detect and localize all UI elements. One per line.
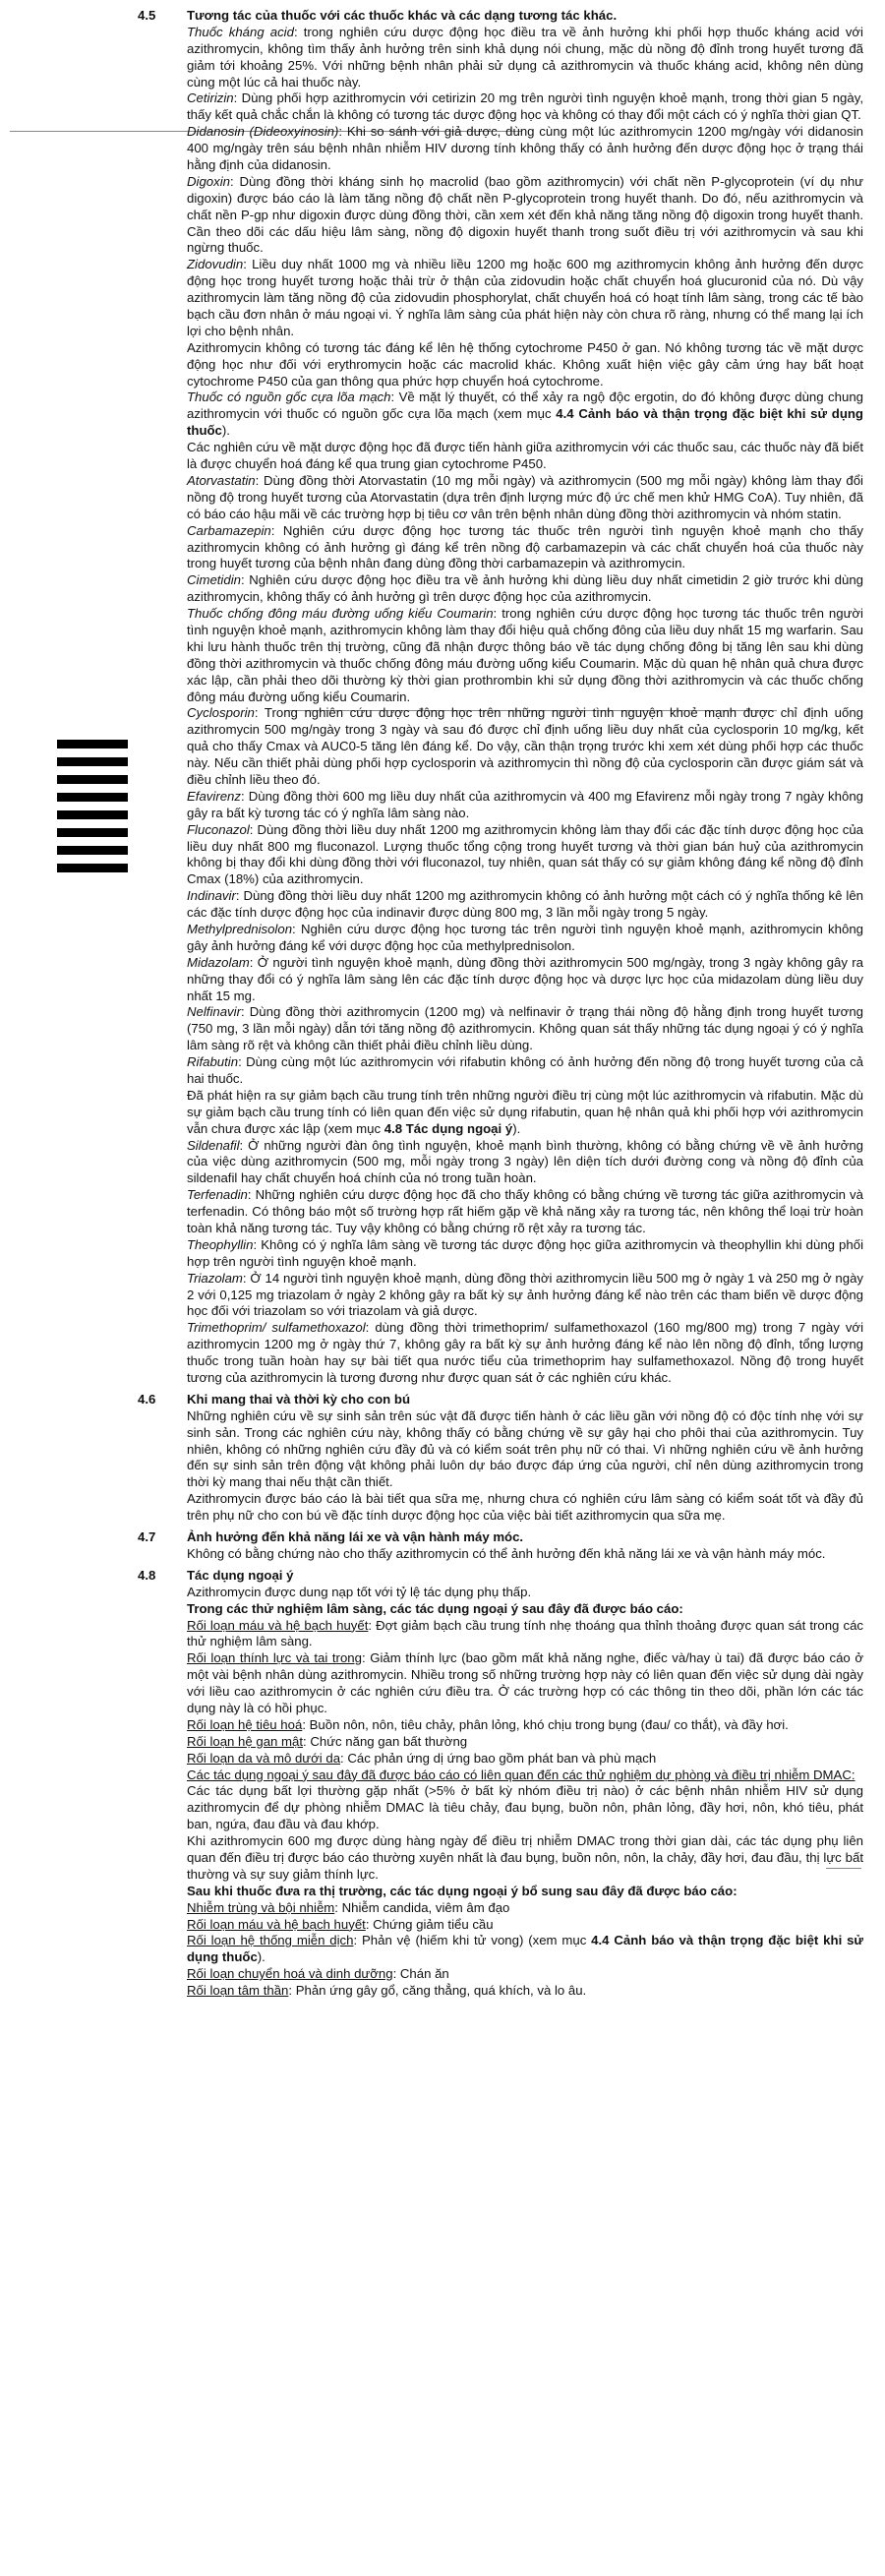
paragraph <box>187 1650 863 1717</box>
paragraph <box>187 523 863 573</box>
paragraph-text: : Ở những người đàn ông tình nguyện, khoẻ mạnh bình thường, không có bằng chứng về về ảnh hưởng của việc dùng azithromycin (500 mg, mỗi ngày trong 3 ngày) lên diện tích dưới đường cong và nồng độ đỉnh của sildenafil hay chất chuyển hoá chính của nó trong tuần hoàn. <box>187 1137 863 1186</box>
section-4-8 <box>138 1568 863 2000</box>
paragraph-text: : dùng đồng thời trimethoprim/ sulfamethoxazol (160 mg/800 mg) trong 7 ngày với azithromycin 1200 mg ở ngày thứ 7, không gây ra bất kỳ sự ảnh hưởng đáng kể nào lên nồng độ đỉnh, tổng lượng thuốc trong tuần hoàn hay sự bài tiết qua nước tiểu của trimethoprim hay sulfamethoxazol. Nồng độ trong huyết tương của azithromycin là tương đương như được quan sát ở các nghiên cứu khác. <box>187 1320 864 1386</box>
drug-name: Carbamazepin <box>187 522 271 538</box>
paragraph <box>187 822 863 889</box>
paragraph-text: : Chứng giảm tiểu cầu <box>365 1916 494 1932</box>
drug-name: Zidovudin <box>187 257 244 272</box>
paragraph-text: : Chức năng gan bất thường <box>303 1733 468 1749</box>
paragraph-text: : Những nghiên cứu dược động học đã cho thấy không có bằng chứng về tương tác giữa azithromycin và terfenadin. Có thông báo một số trường hợp rất hiếm gặp về khả năng xảy ra tương tác, nên không thể loại trừ hoàn toàn khả năng tương tác. Tuy vậy không có bằng chứng rõ rệt xảy ra tương tác. <box>187 1187 863 1236</box>
paragraph <box>187 124 863 174</box>
paragraph-text: : Dùng đồng thời liều duy nhất 1200 mg azithromycin không có ảnh hưởng một cách có ý nghĩa thống kê lên các đặc tính dược động học của indinavir được dùng 800 mg, 3 lần mỗi ngày trong 5 ngày. <box>187 888 863 921</box>
paragraph <box>187 1933 863 1966</box>
paragraph-text: : Không có ý nghĩa lâm sàng về tương tác dược động học giữa azithromycin và theophyllin khi dùng phối hợp trên người tình nguyện khoẻ mạnh. <box>187 1236 863 1269</box>
paragraph-text: : trong nghiên cứu dược động học tương tác thuốc trên người tình nguyện khoẻ mạnh, azithromycin không làm thay đổi hiệu quả chống đông của liều duy nhất 15 mg warfarin. Sau khi lưu hành thuốc trên thị trường, cũng đã nhận được thông báo về tác dụng chống đông bị tăng lên sau khi dùng đồng thời azithromycin và thuốc chống đông máu đường uống kiểu Coumarin. Mặc dù quan hệ nhân quả chưa được xác lập, cần phải theo dõi thường kỳ thời gian prothrombin khi sử dụng đồng thời azithromycin và các thuốc chống đông máu đường uống kiểu Coumarin. <box>187 606 863 704</box>
paragraph <box>187 1900 863 1917</box>
paragraph <box>187 1734 863 1751</box>
paragraph-text: : Buồn nôn, nôn, tiêu chảy, phân lỏng, khó chịu trong bụng (đau/ co thắt), và đầy hơi. <box>302 1716 789 1732</box>
paragraph-tail: ). <box>257 1949 266 1965</box>
effect-category: Rối loạn máu và hệ bạch huyết <box>187 1617 369 1633</box>
registration-bar <box>57 740 128 749</box>
paragraph <box>187 1966 863 1983</box>
paragraph: Azithromycin được dung nạp tốt với tỷ lệ tác dụng phụ thấp. <box>187 1584 532 1599</box>
paragraph <box>187 789 863 822</box>
paragraph <box>187 1408 863 1491</box>
section-title: Ảnh hưởng đến khả năng lái xe và vận hành máy móc. <box>187 1529 524 1545</box>
paragraph-text: Azithromycin không có tương tác đáng kể lên hệ thống cytochrome P450 ở gan. Nó không tương tác về mặt dược động học như đối với erythromycin hoặc các macrolid khác. Không xuất hiện việc gây cảm ứng hay bất hoạt cytochrome P450 của gan thông qua phức hợp chuyển hoá cytochrome. <box>187 339 863 389</box>
drug-name: Theophyllin <box>187 1236 254 1252</box>
section-4-6 <box>138 1392 863 1525</box>
paragraph <box>187 1054 863 1088</box>
paragraph-text: : Phản vệ (hiếm khi tử vong) (xem mục <box>353 1933 592 1948</box>
paragraph-text: Không có bằng chứng nào cho thấy azithromycin có thể ảnh hưởng đến khả năng lái xe và vận hành máy móc. <box>187 1545 826 1561</box>
printer-registration-bars <box>57 740 128 881</box>
drug-name: Indinavir <box>187 888 236 904</box>
paragraph-text: : Chán ăn <box>392 1966 449 1982</box>
paragraph <box>187 1004 863 1054</box>
paragraph-tail: ). <box>221 423 230 439</box>
registration-bar <box>57 775 128 784</box>
registration-bar <box>57 757 128 766</box>
paragraph <box>187 1187 863 1237</box>
paragraph-text: : Dùng đồng thời Atorvastatin (10 mg mỗi ngày) và azithromycin (500 mg mỗi ngày) không làm thay đổi nồng độ trong huyết tương của Atorvastatin (dựa trên định lượng mức độ ức chế men khử HMG CoA). Tuy nhiên, đã có báo cáo hậu mãi về các trường hợp bị tiêu cơ vân trên bệnh nhân dùng đồng thời azithromycin và nhóm statin. <box>187 472 863 521</box>
drug-name: Cetirizin <box>187 90 234 106</box>
paragraph-text: : Nghiên cứu dược động học tương tác thuốc trên người tình nguyện khoẻ mạnh cho thấy azithromycin không có ảnh hưởng gì đáng kể trên nồng độ carbamazepin và các chất chuyển hoá của thuốc này trong huyết tương của bệnh nhân đang dùng đồng thời carbamazepin và azithromycin. <box>187 522 863 571</box>
paragraph-text: : Trong nghiên cứu dược động học trên những người tình nguyện khoẻ mạnh được chỉ định uống azithromycin 500 mg/ngày trong 3 ngày và sau đó được chỉ định uống liều duy nhất của cyclosporin 10 mg/kg, kết quả cho thấy Cmax và AUC0-5 tăng lên đáng kể. Do vậy, cần thận trọng trước khi xem xét dùng phối hợp các thuốc này. Nếu cần thiết phải dùng phối hợp cyclosporin và azithromycin thì nồng độ của cyclosporin cần được giám sát và điều chỉnh liều theo đó. <box>187 705 863 787</box>
paragraph-text: Những nghiên cứu về sự sinh sản trên súc vật đã được tiến hành ở các liều gần với nồng độ có độc tính nhẹ với sự sinh sản. Trong các nghiên cứu này, không thấy có bằng chứng về sự gây hại cho phôi thai của azithromycin. Tuy nhiên, không có những nghiên cứu đầy đủ và có kiểm soát trên phụ nữ có thai. Vì những nghiên cứu về ảnh hưởng đến sự sinh sản trên động vật không phải luôn dự báo được đáp ứng của người, chỉ nên dùng azithromycin trong thời kỳ mang thai nếu thật cần thiết. <box>187 1408 863 1490</box>
section-title: Khi mang thai và thời kỳ cho con bú <box>187 1391 410 1407</box>
paragraph <box>187 705 863 788</box>
effect-category: Rối loạn hệ thống miễn dịch <box>187 1933 354 1948</box>
paragraph-text: : Ở người tình nguyện khoẻ mạnh, dùng đồng thời azithromycin 500 mg/ngày, trong 3 ngày không gây ra những thay đổi có ý nghĩa lâm sàng lên các đặc tính dược động học và dược lực học của midazolam dùng liều duy nhất 15 mg. <box>187 954 863 1003</box>
paragraph <box>187 572 863 606</box>
drug-name: Nelfinavir <box>187 1004 241 1020</box>
paragraph <box>187 473 863 523</box>
paragraph <box>187 1983 863 2000</box>
paragraph-text: : Liều duy nhất 1000 mg và nhiều liều 1200 mg hoặc 600 mg azithromycin không ảnh hưởng đến dược động học trong huyết tương hoặc thải trừ ở thận của zidovudin hoặc chất chuyển hoá glucuronid của nó. Dù vậy azithromycin làm tăng nồng độ của zidovudin phosphorylat, chất chuyển hoá có hoạt tính lâm sàng, trong các tế bào bạch cầu đơn nhân ở máu ngoại vi. Ý nghĩa lâm sàng của phát hiện này còn chưa rõ ràng, nhưng có thể mang lại ích lợi cho bệnh nhân. <box>187 257 863 338</box>
registration-bar <box>57 810 128 819</box>
drug-name: Fluconazol <box>187 821 250 837</box>
paragraph-text: : Ở 14 người tình nguyện khoẻ mạnh, dùng đồng thời azithromycin liều 500 mg ở ngày 1 và 250 mg ở ngày 2 với 0,125 mg triazolam ở ngày 2 không gây ra bất kỳ sự ảnh hưởng đáng kể nào trên các tham biến về dược động học đối với triazolam so với triazolam và giả dược. <box>187 1270 863 1319</box>
drug-name: Cyclosporin <box>187 705 255 721</box>
paragraph-text: : Khi so sánh với giả dược, dùng cùng một lúc azithromycin 1200 mg/ngày với didanosin 400 mg/ngày trên sáu bệnh nhân nhiễm HIV dương tính không thấy có ảnh hưởng đến dược động học ở trạng thái hằng định của didanosin. <box>187 124 864 173</box>
drug-name: Trimethoprim/ sulfamethoxazol <box>187 1320 366 1336</box>
paragraph-text: : trong nghiên cứu dược động học điều tra về ảnh hưởng khi phối hợp thuốc kháng acid với azithromycin, không tìm thấy ảnh hưởng trên sinh khả dụng nói chung, mặc dù nồng độ đỉnh trong huyết tương đã giảm tới khoảng 25%. Với những bệnh nhân phải sử dụng cả azithromycin và thuốc kháng acid, không nên dùng cùng một lúc cả hai thuốc này. <box>187 24 863 90</box>
paragraph <box>187 25 863 91</box>
cross-reference: 4.8 Tác dụng ngoại ý <box>384 1120 513 1136</box>
drug-name: Thuốc có nguồn gốc cựa lõa mạch <box>187 389 391 405</box>
drug-name: Thuốc kháng acid <box>187 24 294 39</box>
paragraph <box>187 1618 863 1651</box>
registration-bar <box>57 828 128 837</box>
paragraph <box>187 340 863 390</box>
drug-name: Triazolam <box>187 1270 243 1286</box>
paragraph-text: : Dùng đồng thời kháng sinh họ macrolid (bao gồm azithromycin) với chất nền P-glycoprotein (ví dụ như digoxin) được báo cáo là làm tăng nồng độ chất nền P-glycoprotein trong huyết thanh. Do đó, nếu azithromycin và chất nền P-gp như digoxin được dùng đồng thời, cần xem xét đến khả năng tăng nồng độ digoxin trong huyết thanh. Cần theo dõi các dấu hiệu lâm sàng, nồng độ digoxin huyết thanh trong suốt điều trị với azithromycin và sau khi ngừng thuốc. <box>187 173 863 256</box>
paragraph-text: Đã phát hiện ra sự giảm bạch cầu trung tính trên những người điều trị cùng một lúc azithromycin và rifabutin. Mặc dù sự giảm bạch cầu trung tính có liên quan đến việc sử dụng rifabutin, quan hệ nhân quả khi phối hợp với azithromycin vẫn chưa được xác lập (xem mục <box>187 1087 863 1136</box>
section-4-7 <box>138 1529 863 1563</box>
paragraph <box>187 440 863 473</box>
effect-category: Rối loạn tâm thần <box>187 1983 289 1999</box>
effect-category: Rối loạn thính lực và tai trong <box>187 1650 362 1666</box>
paragraph-text: : Nghiên cứu dược động học tương tác trên người tình nguyện khoẻ mạnh, azithromycin không gây ảnh hưởng đáng kể với dược động học của methylprednisolon. <box>187 921 863 953</box>
paragraph-text: : Đợt giảm bạch cầu trung tính nhẹ thoáng qua thỉnh thoảng được quan sát trong các thử nghiệm lâm sàng. <box>187 1617 863 1649</box>
effect-category: Rối loạn da và mô dưới da <box>187 1750 341 1766</box>
registration-bar <box>57 864 128 872</box>
drug-name: Midazolam <box>187 954 250 970</box>
paragraph: Các tác dụng bất lợi thường gặp nhất (>5% ở bất kỳ nhóm điều trị nào) ở các bệnh nhân nhiễm HIV sử dụng azithromycin để dự phòng nhiễm DMAC là tiêu chảy, đau bụng, buồn nôn, phân lỏng, đầy hơi, nôn, khó tiêu, phát ban, ngứa, đau đầu và đau khớp. <box>187 1783 863 1832</box>
paragraph <box>187 955 863 1005</box>
drug-name: Atorvastatin <box>187 472 256 488</box>
drug-name: Methylprednisolon <box>187 921 293 936</box>
drug-name: Cimetidin <box>187 572 241 588</box>
paragraph-text: : Về mặt lý thuyết, có thể xảy ra ngộ độc ergotin, do đó không được dùng chung azithromycin với thuốc có nguồn gốc cựa lõa mạch (xem mục <box>187 389 863 422</box>
paragraph <box>187 1237 863 1271</box>
paragraph <box>187 1917 863 1934</box>
effect-category: Rối loạn hệ gan mật <box>187 1733 304 1749</box>
effect-category: Rối loạn máu và hệ bạch huyết <box>187 1916 366 1932</box>
dmac-heading: Các tác dụng ngoại ý sau đây đã được báo cáo có liên quan đến các thử nghiệm dự phòng và điều trị nhiễm DMAC: <box>187 1767 856 1782</box>
paragraph-text: : Dùng đồng thời 600 mg liều duy nhất của azithromycin và 400 mg Efavirenz mỗi ngày trong 7 ngày không gây ra bất kỳ tương tác có ý nghĩa lâm sàng nào. <box>187 788 863 820</box>
drug-name: Didanosin (Dideoxyinosin) <box>187 124 339 140</box>
paragraph <box>187 389 863 440</box>
section-title: Tác dụng ngoại ý <box>187 1567 294 1583</box>
paragraph <box>187 922 863 955</box>
paragraph-text: : Các phản ứng dị ứng bao gồm phát ban và phù mạch <box>340 1750 657 1766</box>
drug-name: Digoxin <box>187 173 230 189</box>
paragraph <box>187 888 863 922</box>
cross-reference: 4.4 Cảnh báo và thận trọng đặc biệt khi sử dụng thuốc <box>187 406 863 439</box>
registration-bar <box>57 846 128 855</box>
subheading: Sau khi thuốc đưa ra thị trường, các tác dụng ngoại ý bổ sung sau đây đã được báo cáo: <box>187 1883 738 1898</box>
paragraph <box>187 1088 863 1138</box>
drug-name: Thuốc chống đông máu đường uống kiểu Coumarin <box>187 606 494 622</box>
paragraph <box>187 257 863 339</box>
paragraph <box>187 174 863 257</box>
paragraph-text: : Dùng đồng thời azithromycin (1200 mg) và nelfinavir ở trạng thái nồng độ hằng định trong huyết tương (750 mg, 3 lần mỗi ngày) dẫn tới tăng nồng độ azithromycin. Không quan sát thấy những tác dụng ngoại ý có ý nghĩa lâm sàng rõ rệt và không cần thiết phải điều chỉnh liều dùng. <box>187 1004 863 1053</box>
paragraph <box>187 1138 863 1188</box>
section-number: 4.7 <box>138 1529 156 1545</box>
paragraph-text: : Dùng phối hợp azithromycin với cetirizin 20 mg trên người tình nguyện khoẻ mạnh, trong thời gian 5 ngày, thấy kết quả chắc chắn là không có tương tác dược động học và không có thay đổi một cách có ý nghĩa thời gian QT. <box>187 90 863 123</box>
effect-category: Nhiễm trùng và bội nhiễm <box>187 1899 335 1915</box>
paragraph-text: : Dùng cùng một lúc azithromycin với rifabutin không có ảnh hưởng đến nồng độ trong huyết tương của cả hai thuốc. <box>187 1054 863 1086</box>
paragraph-text: : Phản ứng gây gổ, căng thẳng, quá khích, và lo âu. <box>288 1983 587 1999</box>
registration-bar <box>57 793 128 802</box>
paragraph: Khi azithromycin 600 mg được dùng hàng ngày để điều trị nhiễm DMAC trong thời gian dài, các tác dụng phụ liên quan đến điều trị được báo cáo thường xuyên nhất là đau bụng, buồn nôn, nôn, la chảy, đầy hơi, đau đầu, thị lực bất thường và sự suy giảm thính lực. <box>187 1833 863 1882</box>
paragraph-text: Azithromycin được báo cáo là bài tiết qua sữa mẹ, nhưng chưa có nghiên cứu lâm sàng có kiểm soát tốt và đầy đủ trên phụ nữ cho con bú về đặc tính dược động học của việc bài tiết azithromycin qua sữa mẹ. <box>187 1491 863 1524</box>
paragraph <box>187 90 863 124</box>
paragraph <box>187 606 863 705</box>
paragraph <box>187 1491 863 1525</box>
section-number: 4.5 <box>138 8 156 23</box>
paragraph-text: Các nghiên cứu về mặt dược động học đã được tiến hành giữa azithromycin với các thuốc sau, các thuốc này đã biết là được chuyển hoá đáng kể qua trung gian cytochrome P450. <box>187 440 863 472</box>
section-title: Tương tác của thuốc với các thuốc khác và các dạng tương tác khác. <box>187 8 618 23</box>
drug-name: Sildenafil <box>187 1137 240 1153</box>
drug-name: Terfenadin <box>187 1187 248 1203</box>
cross-reference: 4.4 Cảnh báo và thận trọng đặc biệt khi sử dụng thuốc <box>187 1933 863 1965</box>
effect-category: Rối loạn hệ tiêu hoá <box>187 1716 303 1732</box>
paragraph-text: : Dùng đồng thời liều duy nhất 1200 mg azithromycin không làm thay đổi các đặc tính dược động học của liều duy nhất 800 mg fluconazol. Lượng thuốc tổng cộng trong huyết tương và thời gian bán huỷ của azithromycin không bị thay đổi khi dùng đồng thời với fluconazol, tuy nhiên, quan sát thấy có sự giảm không đáng kể nồng độ đỉnh Cmax (18%) của azithromycin. <box>187 821 863 887</box>
section-number: 4.8 <box>138 1567 156 1583</box>
paragraph-text: : Giảm thính lực (bao gồm mất khả năng nghe, điếc và/hay ù tai) đã được báo cáo ở một vài bệnh nhân dùng azithromycin. Nhiều trong số những trường hợp này có liên quan đến việc sử dụng dài ngày với liều cao azithromycin ở các nghiên cứu điều tra. Ở các trường hợp có các thông tin theo dõi, phần lớn các tác dụng này là có hồi phục. <box>187 1650 863 1715</box>
drug-name: Efavirenz <box>187 788 241 804</box>
paragraph <box>187 1717 863 1734</box>
subheading: Trong các thử nghiệm lâm sàng, các tác dụng ngoại ý sau đây đã được báo cáo: <box>187 1600 683 1616</box>
drug-name: Rifabutin <box>187 1054 239 1070</box>
paragraph-text: : Nghiên cứu dược động học điều tra về ảnh hưởng khi dùng liều duy nhất cimetidin 2 giờ trước khi dùng azithromycin, không thấy có ảnh hưởng gì trên dược động học của azithromycin. <box>187 572 863 605</box>
paragraph <box>187 1751 863 1767</box>
section-number: 4.6 <box>138 1391 156 1407</box>
section-4-5 <box>138 8 863 1387</box>
effect-category: Rối loạn chuyển hoá và dinh dưỡng <box>187 1966 393 1982</box>
document-body <box>138 8 863 2000</box>
paragraph <box>187 1546 863 1563</box>
paragraph <box>187 1320 863 1387</box>
paragraph-tail: ). <box>512 1120 521 1136</box>
paragraph-text: : Nhiễm candida, viêm âm đạo <box>334 1899 510 1915</box>
paragraph <box>187 1271 863 1321</box>
